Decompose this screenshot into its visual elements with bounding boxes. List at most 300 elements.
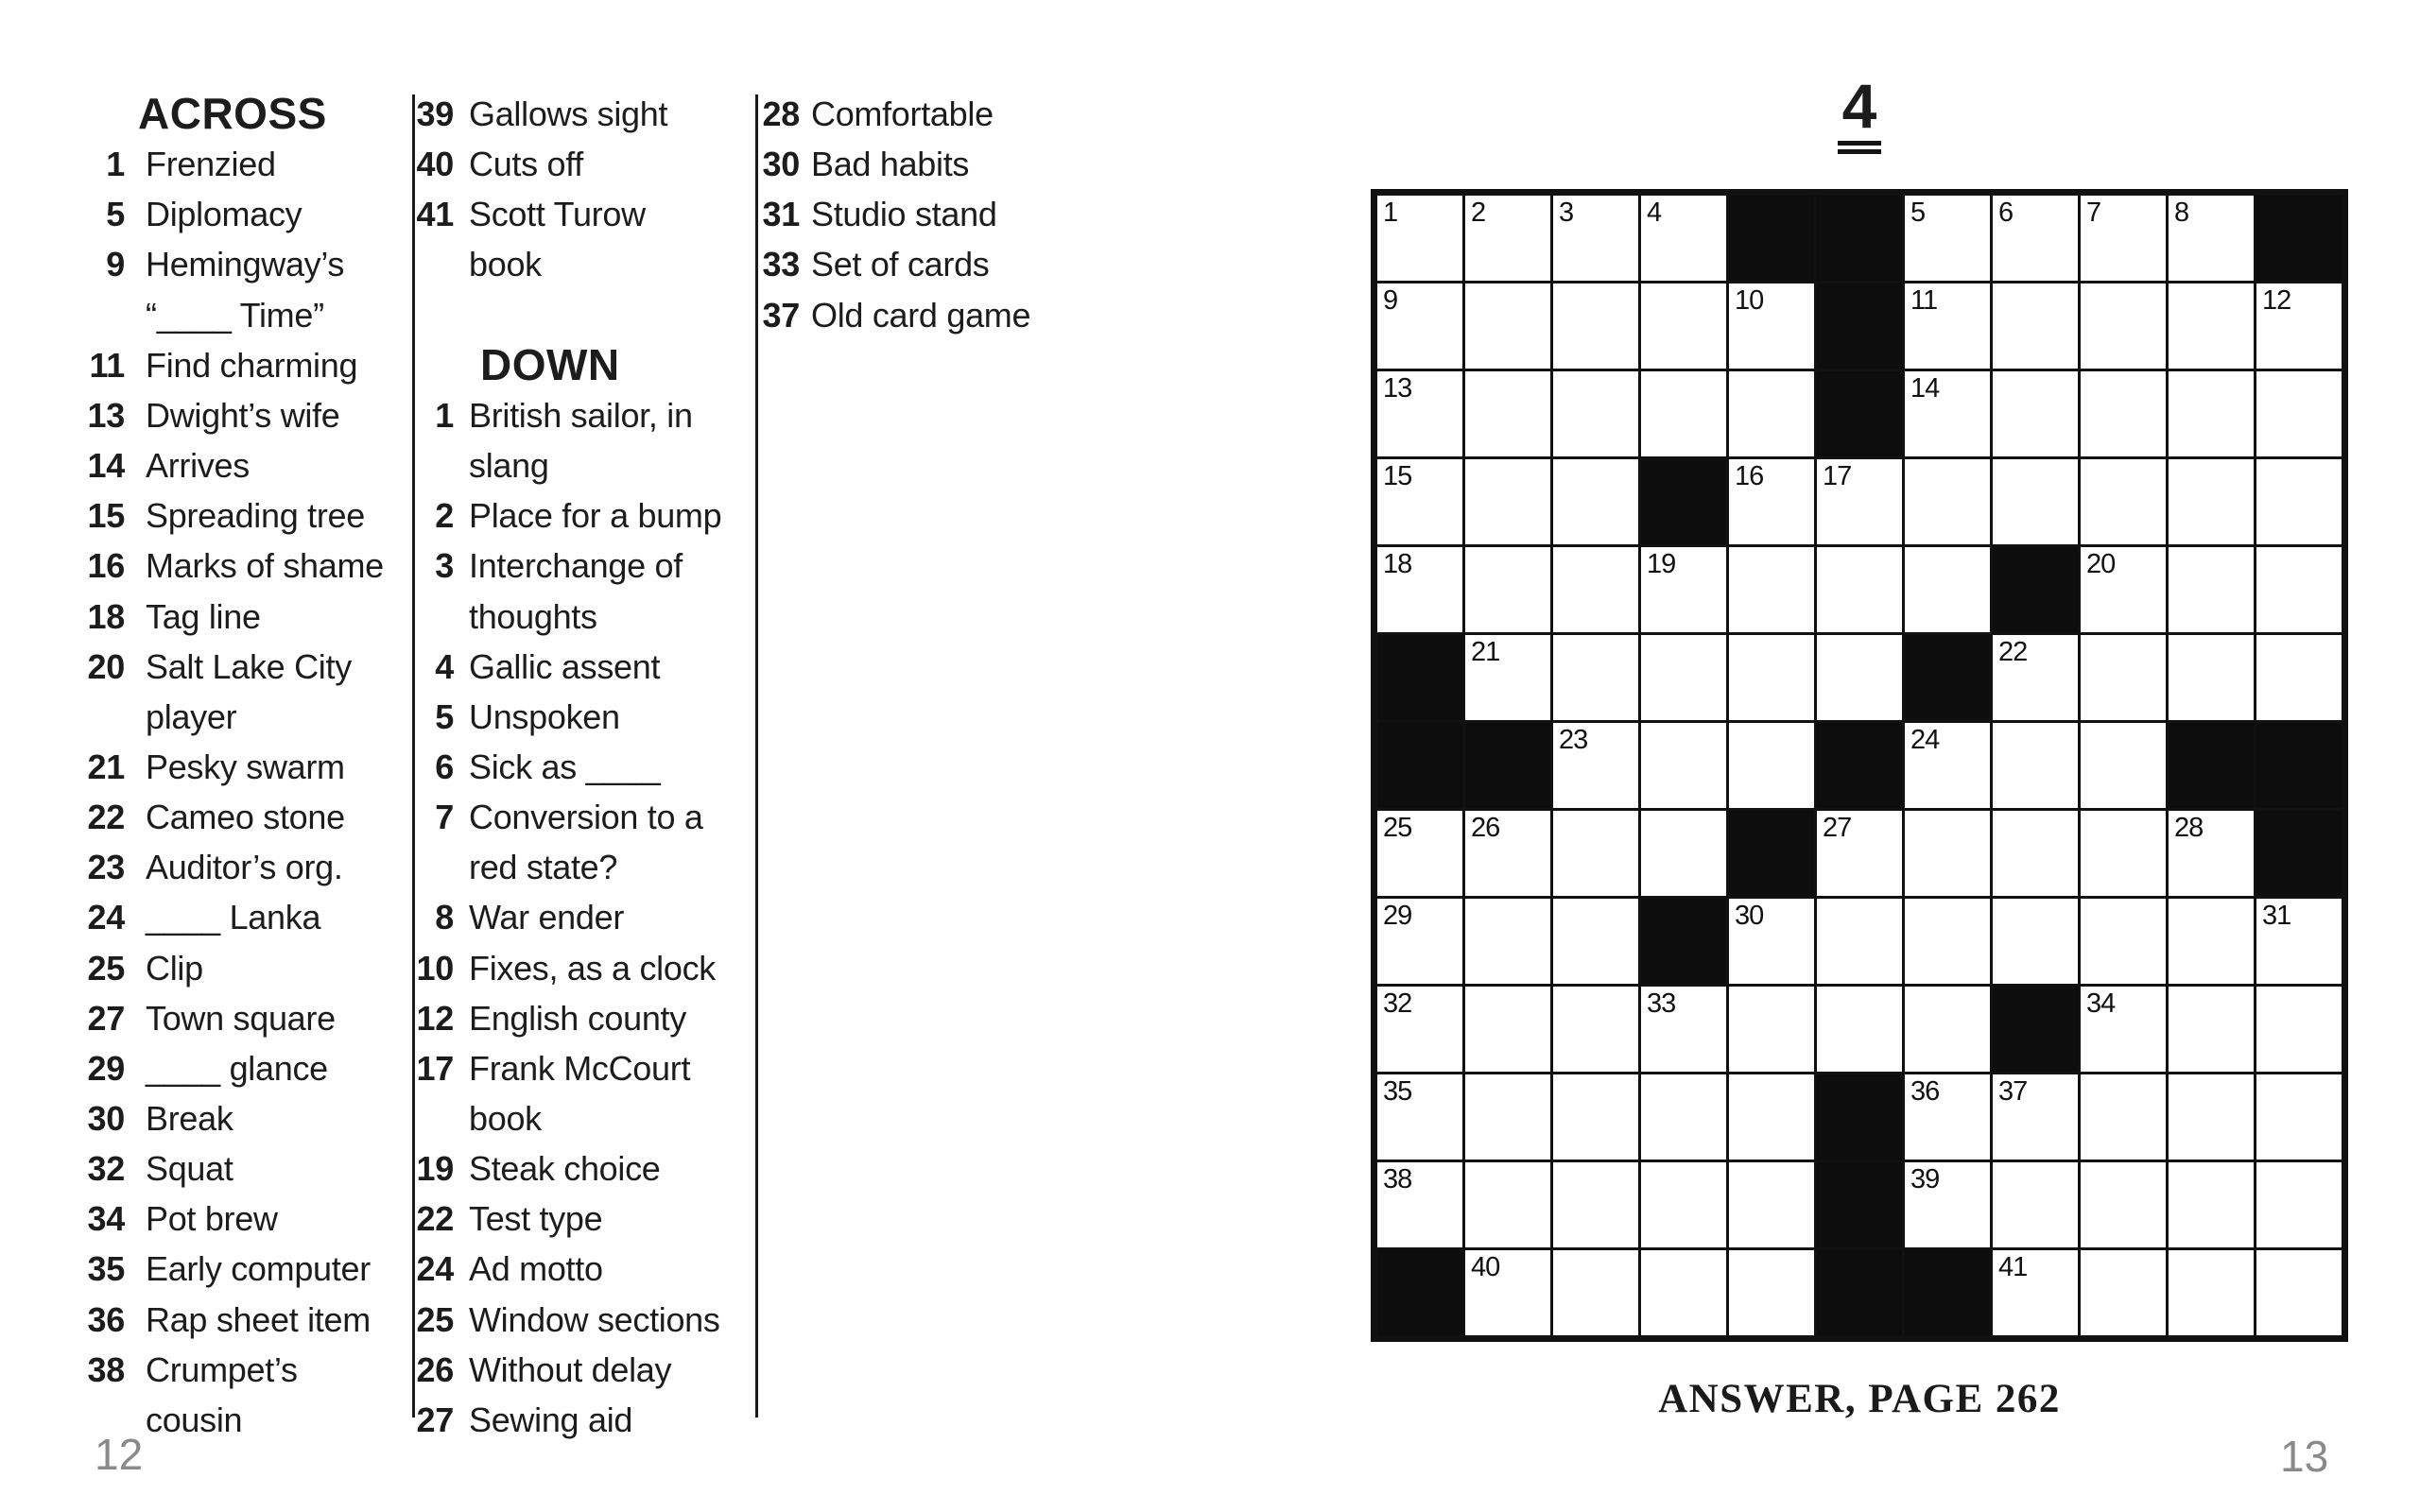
clue-text: thoughts: [469, 597, 597, 636]
grid-cell-r10-c10[interactable]: [2169, 987, 2254, 1072]
grid-cell-r9-c6[interactable]: [1817, 899, 1902, 984]
grid-cell-r6-c3[interactable]: [1553, 635, 1638, 720]
black-cell-r7-c6: [1817, 723, 1902, 808]
clue-text: Fixes, as a clock: [469, 949, 716, 988]
clue-number: 24: [416, 1249, 454, 1288]
grid-cell-r12-c11[interactable]: [2256, 1162, 2342, 1247]
grid-cell-r12-c1[interactable]: [1377, 1162, 1462, 1247]
clue-number: 19: [416, 1149, 454, 1188]
clue-number: 37: [762, 296, 800, 335]
grid-cell-r7-c7[interactable]: [1905, 723, 1990, 808]
clue-number: 10: [416, 949, 454, 988]
clue-line-12: [386, 993, 686, 1043]
grid-cell-r5-c7[interactable]: [1905, 547, 1990, 632]
clue-line-continuation: [386, 592, 597, 642]
grid-cell-r2-c8[interactable]: [1993, 284, 2078, 369]
page-number-right: 13: [2280, 1432, 2329, 1481]
grid-cell-r1-c9[interactable]: [2081, 196, 2166, 281]
clue-line-22: [386, 1194, 602, 1244]
cell-number-3: 3: [1559, 198, 1574, 228]
grid-cell-r9-c1[interactable]: [1377, 899, 1462, 984]
clue-number: 1: [435, 396, 454, 435]
grid-cell-r11-c5[interactable]: [1729, 1074, 1814, 1160]
grid-cell-r13-c4[interactable]: [1641, 1250, 1726, 1335]
black-cell-r11-c6: [1817, 1074, 1902, 1160]
cell-number-1: 1: [1383, 198, 1398, 228]
cell-number-27: 27: [1823, 813, 1852, 843]
cell-number-41: 41: [1998, 1252, 2028, 1282]
clue-line-14: [57, 440, 250, 490]
clue-text: Gallows sight: [469, 94, 668, 133]
grid-cell-r10-c6[interactable]: [1817, 987, 1902, 1072]
clue-text: Cameo stone: [146, 798, 345, 836]
clue-line-19: [386, 1143, 661, 1194]
grid-cell-r2-c5[interactable]: [1729, 284, 1814, 369]
grid-cell-r1-c8[interactable]: [1993, 196, 2078, 281]
clue-number: [57, 692, 125, 742]
clue-number: 27: [87, 999, 125, 1038]
clue-number: 22: [87, 798, 125, 836]
clue-text: Window sections: [469, 1300, 720, 1339]
grid-cell-r10-c9[interactable]: [2081, 987, 2166, 1072]
clue-number: 30: [87, 1099, 125, 1138]
clue-number: 23: [87, 848, 125, 886]
cell-number-8: 8: [2174, 198, 2189, 228]
grid-cell-r2-c9[interactable]: [2081, 284, 2166, 369]
clue-text: Squat: [146, 1149, 233, 1188]
grid-cell-r6-c10[interactable]: [2169, 635, 2254, 720]
puzzle-number: 4: [1838, 74, 1882, 154]
black-cell-r8-c5: [1729, 811, 1814, 896]
grid-cell-r13-c10[interactable]: [2169, 1250, 2254, 1335]
grid-cell-r7-c5[interactable]: [1729, 723, 1814, 808]
clue-line-30: [737, 139, 969, 189]
grid-cell-r3-c10[interactable]: [2169, 371, 2254, 456]
clue-text: Hemingway’s: [146, 245, 345, 284]
clue-text: Bad habits: [811, 145, 970, 183]
grid-cell-r10-c5[interactable]: [1729, 987, 1814, 1072]
grid-cell-r12-c5[interactable]: [1729, 1162, 1814, 1247]
grid-cell-r13-c2[interactable]: [1465, 1250, 1550, 1335]
clue-text: Rap sheet item: [146, 1300, 371, 1339]
grid-cell-r13-c5[interactable]: [1729, 1250, 1814, 1335]
grid-cell-r7-c9[interactable]: [2081, 723, 2166, 808]
cell-number-39: 39: [1910, 1164, 1940, 1194]
black-cell-r5-c8: [1993, 547, 2078, 632]
black-cell-r1-c11: [2256, 196, 2342, 281]
grid-cell-r10-c7[interactable]: [1905, 987, 1990, 1072]
down-header: DOWN: [480, 340, 620, 389]
clue-text: Interchange of: [469, 546, 683, 585]
clue-number: [386, 1093, 454, 1143]
clue-line-1: [57, 139, 276, 189]
grid-cell-r12-c8[interactable]: [1993, 1162, 2078, 1247]
clue-text: Clip: [146, 949, 203, 988]
grid-cell-r2-c11[interactable]: [2256, 284, 2342, 369]
grid-cell-r9-c8[interactable]: [1993, 899, 2078, 984]
grid-cell-r13-c8[interactable]: [1993, 1250, 2078, 1335]
clue-line-16: [57, 541, 384, 591]
grid-cell-r4-c6[interactable]: [1817, 459, 1902, 544]
grid-cell-r11-c7[interactable]: [1905, 1074, 1990, 1160]
clue-column-3: [737, 0, 1115, 1512]
cell-number-13: 13: [1383, 373, 1412, 404]
grid-cell-r2-c1[interactable]: [1377, 284, 1462, 369]
grid-cell-r12-c4[interactable]: [1641, 1162, 1726, 1247]
grid-cell-r8-c2[interactable]: [1465, 811, 1550, 896]
clue-text: Crumpet’s: [146, 1350, 298, 1389]
cell-number-37: 37: [1998, 1076, 2028, 1107]
grid-cell-r9-c11[interactable]: [2256, 899, 2342, 984]
cell-number-32: 32: [1383, 988, 1412, 1019]
clue-text: slang: [469, 446, 549, 485]
clue-line-8: [386, 892, 624, 942]
grid-cell-r5-c2[interactable]: [1465, 547, 1550, 632]
grid-cell-r5-c5[interactable]: [1729, 547, 1814, 632]
clue-column-2: [386, 0, 756, 1512]
grid-cell-r4-c5[interactable]: [1729, 459, 1814, 544]
clue-line-22: [57, 792, 345, 842]
clue-number: 41: [416, 195, 454, 233]
grid-cell-r2-c2[interactable]: [1465, 284, 1550, 369]
puzzle-title: [1371, 71, 2348, 154]
clue-line-15: [57, 490, 365, 541]
clue-line-6: [386, 742, 661, 792]
grid-cell-r3-c2[interactable]: [1465, 371, 1550, 456]
grid-cell-r9-c7[interactable]: [1905, 899, 1990, 984]
grid-cell-r5-c3[interactable]: [1553, 547, 1638, 632]
grid-cell-r2-c3[interactable]: [1553, 284, 1638, 369]
clue-text: Comfortable: [811, 94, 994, 133]
grid-cell-r4-c7[interactable]: [1905, 459, 1990, 544]
clue-text: cousin: [146, 1400, 243, 1439]
grid-cell-r3-c1[interactable]: [1377, 371, 1462, 456]
grid-cell-r8-c4[interactable]: [1641, 811, 1726, 896]
grid-cell-r10-c11[interactable]: [2256, 987, 2342, 1072]
clue-number: 29: [87, 1049, 125, 1088]
grid-cell-r5-c6[interactable]: [1817, 547, 1902, 632]
clue-text: Scott Turow: [469, 195, 646, 233]
clue-line-32: [57, 1143, 233, 1194]
grid-cell-r3-c8[interactable]: [1993, 371, 2078, 456]
grid-cell-r9-c10[interactable]: [2169, 899, 2254, 984]
grid-cell-r5-c10[interactable]: [2169, 547, 2254, 632]
grid-cell-r13-c9[interactable]: [2081, 1250, 2166, 1335]
cell-number-25: 25: [1383, 813, 1412, 843]
clue-text: red state?: [469, 848, 618, 886]
clue-line-31: [737, 189, 997, 239]
clue-number: 31: [762, 195, 800, 233]
grid-cell-r13-c11[interactable]: [2256, 1250, 2342, 1335]
grid-cell-r1-c1[interactable]: [1377, 196, 1462, 281]
black-cell-r3-c6: [1817, 371, 1902, 456]
clue-text: Set of cards: [811, 245, 990, 284]
clue-line-continuation: [386, 440, 549, 490]
black-cell-r7-c11: [2256, 723, 2342, 808]
cell-number-21: 21: [1471, 637, 1500, 667]
clue-text: book: [469, 1099, 542, 1138]
clue-line-continuation: [57, 1395, 242, 1445]
clue-text: Break: [146, 1099, 233, 1138]
grid-cell-r3-c11[interactable]: [2256, 371, 2342, 456]
grid-cell-r8-c9[interactable]: [2081, 811, 2166, 896]
grid-cell-r6-c11[interactable]: [2256, 635, 2342, 720]
grid-cell-r4-c8[interactable]: [1993, 459, 2078, 544]
cell-number-5: 5: [1910, 198, 1926, 228]
cell-number-28: 28: [2174, 813, 2204, 843]
clue-number: 16: [87, 546, 125, 585]
cell-number-30: 30: [1735, 901, 1764, 931]
grid-cell-r2-c7[interactable]: [1905, 284, 1990, 369]
crossword-grid: [1371, 189, 2348, 1342]
grid-cell-r10-c3[interactable]: [1553, 987, 1638, 1072]
grid-cell-r8-c1[interactable]: [1377, 811, 1462, 896]
cell-number-18: 18: [1383, 549, 1412, 579]
grid-cell-r5-c11[interactable]: [2256, 547, 2342, 632]
clue-number: 38: [87, 1350, 125, 1389]
black-cell-r13-c1: [1377, 1250, 1462, 1335]
clue-text: Diplomacy: [146, 195, 302, 233]
grid-cell-r6-c9[interactable]: [2081, 635, 2166, 720]
grid-cell-r10-c1[interactable]: [1377, 987, 1462, 1072]
grid-cell-r7-c3[interactable]: [1553, 723, 1638, 808]
clue-number: 8: [435, 898, 454, 936]
clue-text: Unspoken: [469, 697, 620, 736]
grid-cell-r10-c2[interactable]: [1465, 987, 1550, 1072]
cell-number-40: 40: [1471, 1252, 1500, 1282]
cell-number-34: 34: [2086, 988, 2116, 1019]
grid-cell-r11-c1[interactable]: [1377, 1074, 1462, 1160]
clue-number: 22: [416, 1199, 454, 1238]
black-cell-r7-c1: [1377, 723, 1462, 808]
cell-number-26: 26: [1471, 813, 1500, 843]
clue-number: 32: [87, 1149, 125, 1188]
clue-line-3: [386, 541, 683, 591]
cell-number-38: 38: [1383, 1164, 1412, 1194]
clue-number: 4: [435, 647, 454, 686]
clue-line-4: [386, 642, 660, 692]
clue-text: Test type: [469, 1199, 603, 1238]
clue-text: ____ Lanka: [146, 898, 321, 936]
grid-cell-r6-c5[interactable]: [1729, 635, 1814, 720]
grid-cell-r13-c3[interactable]: [1553, 1250, 1638, 1335]
clue-text: Without delay: [469, 1350, 672, 1389]
grid-cell-r8-c3[interactable]: [1553, 811, 1638, 896]
clue-line-29: [57, 1043, 328, 1093]
clue-line-37: [737, 290, 1030, 340]
clue-line-20: [57, 642, 352, 692]
clue-line-5: [57, 189, 302, 239]
cell-number-14: 14: [1910, 373, 1940, 404]
grid-cell-r12-c10[interactable]: [2169, 1162, 2254, 1247]
black-cell-r8-c11: [2256, 811, 2342, 896]
clue-text: player: [146, 697, 237, 736]
grid-cell-r6-c6[interactable]: [1817, 635, 1902, 720]
clue-line-continuation: [386, 842, 617, 892]
grid-cell-r7-c8[interactable]: [1993, 723, 2078, 808]
clue-text: Ad motto: [469, 1249, 603, 1288]
clue-number: 12: [416, 999, 454, 1038]
grid-cell-r8-c7[interactable]: [1905, 811, 1990, 896]
grid-cell-r1-c2[interactable]: [1465, 196, 1550, 281]
cell-number-17: 17: [1823, 461, 1852, 491]
black-cell-r6-c1: [1377, 635, 1462, 720]
grid-cell-r1-c10[interactable]: [2169, 196, 2254, 281]
grid-cell-r10-c4[interactable]: [1641, 987, 1726, 1072]
black-cell-r7-c10: [2169, 723, 2254, 808]
grid-cell-r4-c11[interactable]: [2256, 459, 2342, 544]
clue-text: Sick as ____: [469, 747, 661, 786]
clue-number: 21: [87, 747, 125, 786]
grid-cell-r5-c4[interactable]: [1641, 547, 1726, 632]
clue-text: Dwight’s wife: [146, 396, 340, 435]
clue-number: 20: [87, 647, 125, 686]
clue-line-continuation: [57, 692, 236, 742]
grid-cell-r11-c3[interactable]: [1553, 1074, 1638, 1160]
cell-number-36: 36: [1910, 1076, 1940, 1107]
clue-line-10: [386, 943, 716, 993]
black-cell-r1-c6: [1817, 196, 1902, 281]
clue-number: 17: [416, 1049, 454, 1088]
clue-number: 9: [106, 245, 125, 284]
grid-cell-r4-c3[interactable]: [1553, 459, 1638, 544]
grid-cell-r8-c6[interactable]: [1817, 811, 1902, 896]
grid-cell-r9-c9[interactable]: [2081, 899, 2166, 984]
grid-cell-r4-c9[interactable]: [2081, 459, 2166, 544]
clue-line-21: [57, 742, 345, 792]
clue-text: Cuts off: [469, 145, 583, 183]
clue-line-27: [386, 1395, 632, 1445]
clue-line-continuation: [386, 1093, 542, 1143]
clue-number: 5: [106, 195, 125, 233]
clue-line-continuation: [386, 239, 542, 289]
black-cell-r9-c4: [1641, 899, 1726, 984]
clue-number: 26: [416, 1350, 454, 1389]
clue-line-40: [386, 139, 583, 189]
grid-cell-r12-c9[interactable]: [2081, 1162, 2166, 1247]
cell-number-16: 16: [1735, 461, 1764, 491]
clue-text: Place for a bump: [469, 496, 722, 535]
grid-cell-r7-c4[interactable]: [1641, 723, 1726, 808]
grid-cell-r11-c9[interactable]: [2081, 1074, 2166, 1160]
grid-cell-r12-c3[interactable]: [1553, 1162, 1638, 1247]
clue-line-13: [57, 390, 340, 440]
grid-cell-r3-c5[interactable]: [1729, 371, 1814, 456]
clue-number: 1: [106, 145, 125, 183]
column-divider-rule: [755, 94, 758, 1418]
grid-cell-r11-c11[interactable]: [2256, 1074, 2342, 1160]
grid-cell-r3-c4[interactable]: [1641, 371, 1726, 456]
cell-number-20: 20: [2086, 549, 2116, 579]
clue-text: British sailor, in: [469, 396, 693, 435]
cell-number-11: 11: [1910, 285, 1938, 316]
black-cell-r4-c4: [1641, 459, 1726, 544]
cell-number-33: 33: [1647, 988, 1676, 1019]
black-cell-r12-c6: [1817, 1162, 1902, 1247]
clue-line-continuation: [57, 290, 324, 340]
grid-cell-r1-c4[interactable]: [1641, 196, 1726, 281]
grid-cell-r9-c2[interactable]: [1465, 899, 1550, 984]
clue-number: 25: [87, 949, 125, 988]
clue-text: Find charming: [146, 346, 358, 385]
clue-number: 28: [762, 94, 800, 133]
clue-text: Gallic assent: [469, 647, 661, 686]
grid-cell-r6-c4[interactable]: [1641, 635, 1726, 720]
cell-number-2: 2: [1471, 198, 1486, 228]
grid-cell-r9-c3[interactable]: [1553, 899, 1638, 984]
clue-number: 2: [435, 496, 454, 535]
clue-number: 40: [416, 145, 454, 183]
clue-number: [386, 592, 454, 642]
clue-number: 34: [87, 1199, 125, 1238]
grid-cell-r11-c2[interactable]: [1465, 1074, 1550, 1160]
answer-note: ANSWER, PAGE 262: [1658, 1377, 2061, 1421]
grid-cell-r3-c3[interactable]: [1553, 371, 1638, 456]
grid-cell-r9-c5[interactable]: [1729, 899, 1814, 984]
grid-cell-r11-c10[interactable]: [2169, 1074, 2254, 1160]
clue-line-9: [57, 239, 344, 289]
cell-number-19: 19: [1647, 549, 1676, 579]
clue-line-23: [57, 842, 343, 892]
grid-cell-r11-c4[interactable]: [1641, 1074, 1726, 1160]
grid-cell-r12-c7[interactable]: [1905, 1162, 1990, 1247]
clue-number: 18: [87, 597, 125, 636]
grid-cell-r6-c2[interactable]: [1465, 635, 1550, 720]
grid-cell-r4-c2[interactable]: [1465, 459, 1550, 544]
clue-text: Frank McCourt: [469, 1049, 691, 1088]
clue-number: [386, 239, 454, 289]
black-cell-r1-c5: [1729, 196, 1814, 281]
grid-cell-r8-c8[interactable]: [1993, 811, 2078, 896]
cell-number-4: 4: [1647, 198, 1662, 228]
clue-column-1: [57, 0, 413, 1512]
clue-number: [386, 842, 454, 892]
grid-cell-r6-c8[interactable]: [1993, 635, 2078, 720]
clue-text: “____ Time”: [146, 296, 324, 335]
clue-line-17: [386, 1043, 690, 1093]
clue-line-38: [57, 1345, 298, 1395]
clue-line-35: [57, 1244, 371, 1294]
cell-number-31: 31: [2262, 901, 2291, 931]
clue-line-11: [57, 340, 357, 390]
clue-number: [57, 290, 125, 340]
cell-number-10: 10: [1735, 285, 1764, 316]
grid-cell-r11-c8[interactable]: [1993, 1074, 2078, 1160]
grid-cell-r1-c3[interactable]: [1553, 196, 1638, 281]
clue-number: 36: [87, 1300, 125, 1339]
clue-line-36: [57, 1295, 371, 1345]
cell-number-7: 7: [2086, 198, 2101, 228]
clue-number: [386, 440, 454, 490]
grid-cell-r8-c10[interactable]: [2169, 811, 2254, 896]
grid-cell-r2-c4[interactable]: [1641, 284, 1726, 369]
clue-number: 14: [87, 446, 125, 485]
grid-cell-r3-c7[interactable]: [1905, 371, 1990, 456]
grid-cell-r4-c1[interactable]: [1377, 459, 1462, 544]
clue-text: Pesky swarm: [146, 747, 345, 786]
clue-number: 6: [435, 747, 454, 786]
clue-line-18: [57, 592, 261, 642]
grid-cell-r2-c10[interactable]: [2169, 284, 2254, 369]
clue-line-26: [386, 1345, 671, 1395]
grid-cell-r3-c9[interactable]: [2081, 371, 2166, 456]
grid-cell-r5-c1[interactable]: [1377, 547, 1462, 632]
clue-text: Spreading tree: [146, 496, 365, 535]
grid-cell-r12-c2[interactable]: [1465, 1162, 1550, 1247]
grid-cell-r4-c10[interactable]: [2169, 459, 2254, 544]
grid-cell-r5-c9[interactable]: [2081, 547, 2166, 632]
grid-cell-r1-c7[interactable]: [1905, 196, 1990, 281]
